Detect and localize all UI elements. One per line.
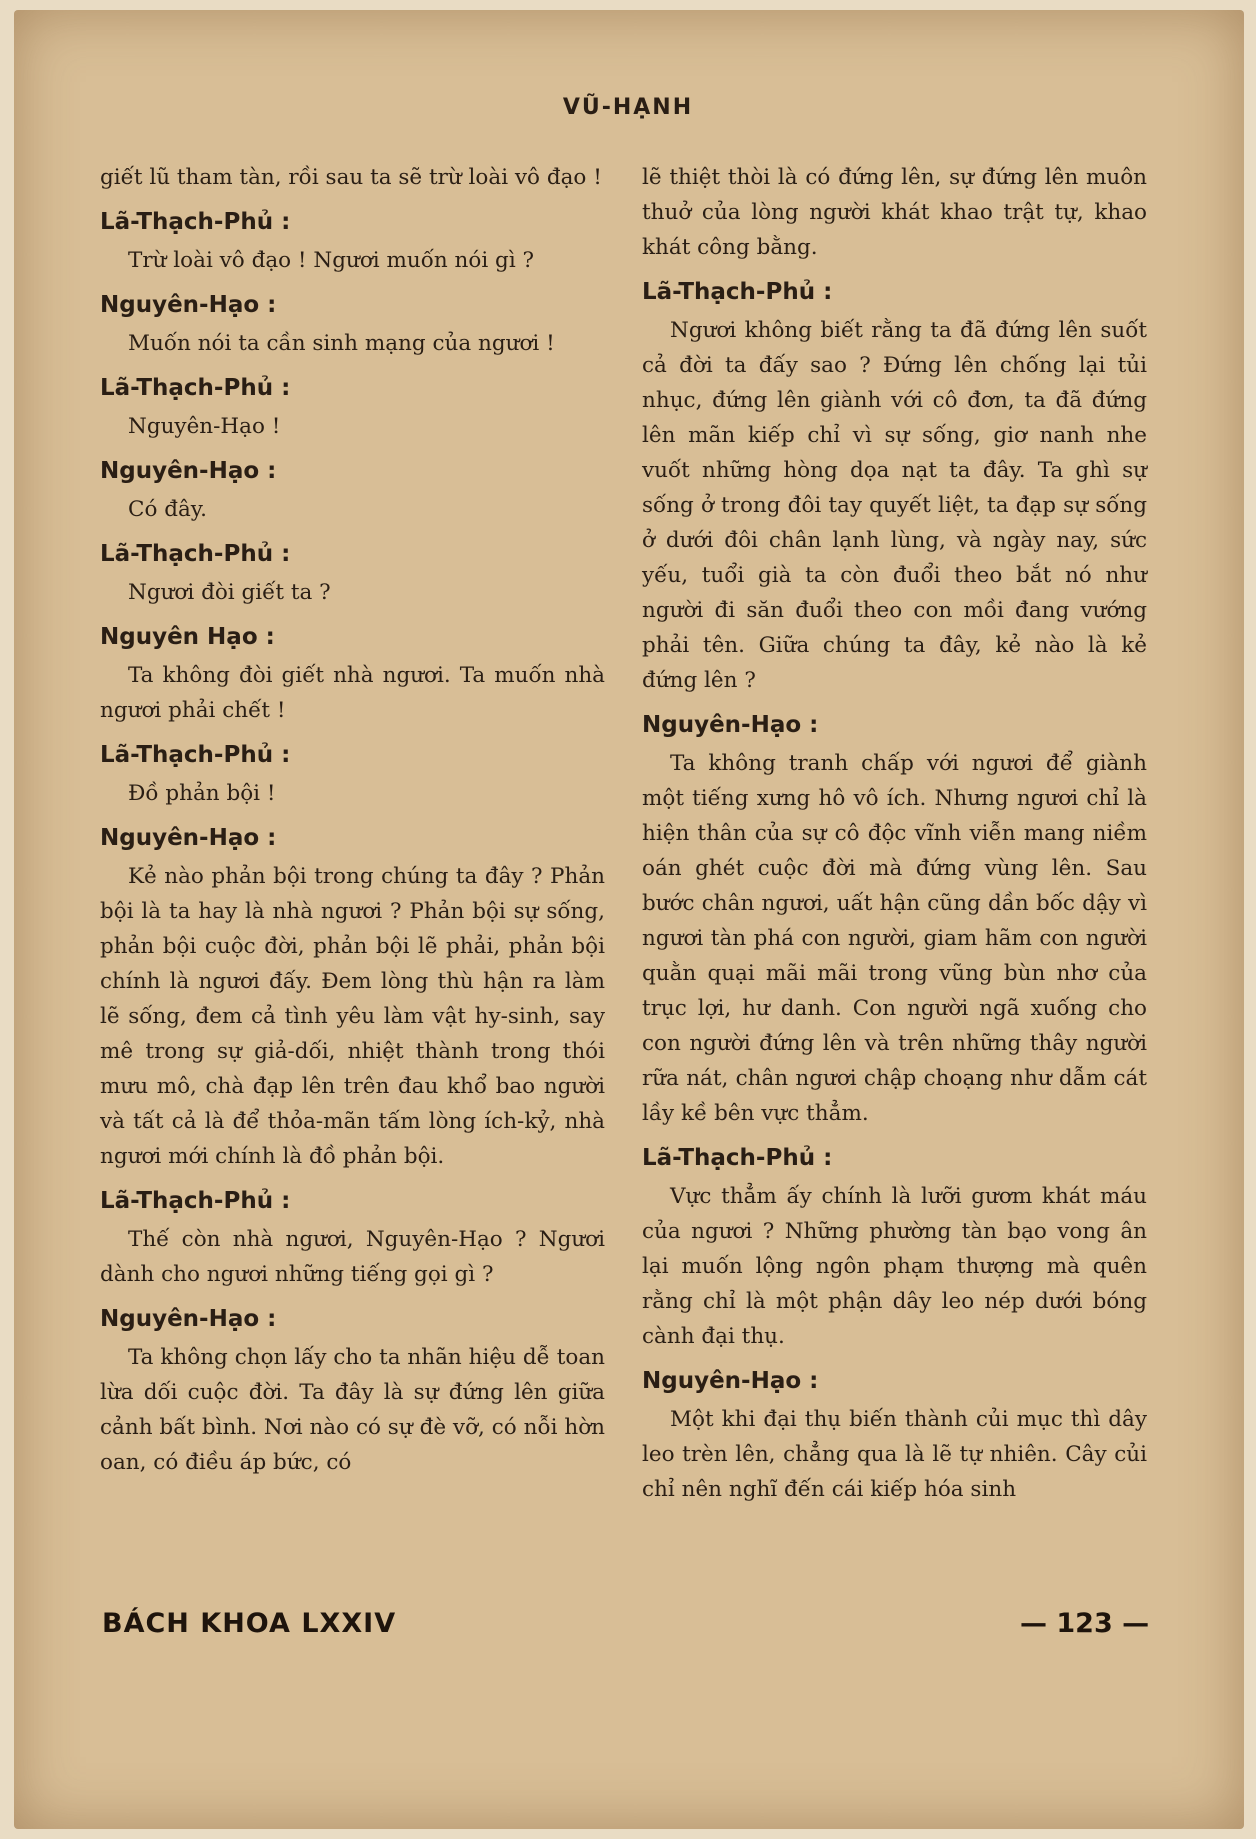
dialogue-text: Một khi đại thụ biến thành củi mục thì dây leo trèn lên, chẳng qua là lẽ tự nhiên. Cây củi chỉ nên nghĩ đến cái kiếp hóa sinh <box>642 1407 1147 1502</box>
dialogue-text: Muốn nói ta cần sinh mạng của ngươi ! <box>128 331 555 356</box>
speaker-name: Nguyên-Hạo : <box>100 458 277 484</box>
speaker-name: Lã-Thạch-Phủ : <box>100 1188 291 1214</box>
dialogue-text: Nguyên-Hạo ! <box>128 414 281 439</box>
speaker-name: Lã-Thạch-Phủ : <box>100 375 291 401</box>
dialogue-text: Vực thẳm ấy chính là lưỡi gươm khát máu của ngươi ? Những phường tàn bạo vong ân lại muốn lộng ngôn phạm thượng mà quên rằng chỉ là một phận dây leo nép dưới bóng cành đại thụ. <box>642 1184 1147 1349</box>
journal-title: BÁCH KHOA LXXIV <box>102 1608 397 1639</box>
speaker-name: Lã-Thạch-Phủ : <box>100 541 291 567</box>
speaker-name: Nguyên-Hạo : <box>642 712 819 738</box>
dialogue-text: Ngươi không biết rằng ta đã đứng lên suốt cả đời ta đấy sao ? Đứng lên chống lại tủi nhục, đứng lên giành với cô đơn, ta đã đứng lên mãn kiếp chỉ vì sự sống, giơ nanh nhe vuốt những hòng dọa nạt ta đây. Ta ghì sự sống ở trong đôi tay quyết liệt, ta đạp sự sống ở dưới đôi chân lạnh lùng, và ngày nay, sức yếu, tuổi già ta còn đuổi theo bắt nó như người đi săn đuổi theo con mồi đang vướng phải tên. Giữa chúng ta đây, kẻ nào là kẻ đứng lên ? <box>642 318 1147 693</box>
dialogue-text: Ngươi đòi giết ta ? <box>128 580 331 605</box>
speaker-name: Lã-Thạch-Phủ : <box>642 279 833 305</box>
dialogue-text: Kẻ nào phản bội trong chúng ta đây ? Phản bội là ta hay là nhà ngươi ? Phản bội sự sống, phản bội cuộc đời, phản bội lẽ phải, phản bội chính là ngươi đấy. Đem lòng thù hận ra làm lẽ sống, đem cả tình yêu làm vật hy-sinh, say mê trong sự giả-dối, nhiệt thành trong thói mưu mô, chà đạp lên trên đau khổ bao người và tất cả là để thỏa-mãn tấm lòng ích-kỷ, nhà ngươi mới chính là đồ phản bội. <box>100 864 605 1169</box>
dialogue-text: Đồ phản bội ! <box>128 781 276 806</box>
dialogue-text: Trừ loài vô đạo ! Ngươi muốn nói gì ? <box>128 248 535 273</box>
speaker-name: Nguyên Hạo : <box>100 624 275 650</box>
dialogue-text: Có đây. <box>128 497 207 522</box>
right-column <box>642 160 1147 1507</box>
left-column <box>100 160 605 1480</box>
dialogue-text: Ta không đòi giết nhà ngươi. Ta muốn nhà ngươi phải chết ! <box>100 663 605 723</box>
speaker-name: Lã-Thạch-Phủ : <box>100 209 291 235</box>
dialogue-text: Thế còn nhà ngươi, Nguyên-Hạo ? Ngươi dành cho ngươi những tiếng gọi gì ? <box>100 1227 605 1287</box>
running-header: VŨ-HẠNH <box>562 95 694 120</box>
page-number: — 123 — <box>1020 1608 1150 1639</box>
speaker-name: Lã-Thạch-Phủ : <box>100 742 291 768</box>
dialogue-text: Ta không tranh chấp với ngươi để giành một tiếng xưng hô vô ích. Nhưng ngươi chỉ là hiện thân của sự cô độc vĩnh viễn mang niềm oán ghét cuộc đời mà đứng vùng lên. Sau bước chân ngươi, uất hận cũng dần bốc dậy vì ngươi tàn phá con người, giam hãm con người quằn quại mãi mãi trong vũng bùn nhơ của trục lợi, hư danh. Con người ngã xuống cho con người đứng lên và trên những thây người rữa nát, chân ngươi chập choạng như dẫm cát lầy kề bên vực thẳm. <box>642 751 1147 1126</box>
dialogue-text: giết lũ tham tàn, rồi sau ta sẽ trừ loài vô đạo ! <box>100 165 602 190</box>
speaker-name: Nguyên-Hạo : <box>642 1368 819 1394</box>
dialogue-text: Ta không chọn lấy cho ta nhãn hiệu dễ toan lừa dối cuộc đời. Ta đây là sự đứng lên giữa cảnh bất bình. Nơi nào có sự đè vỡ, có nỗi hờn oan, có điều áp bức, có <box>100 1345 605 1475</box>
speaker-name: Lã-Thạch-Phủ : <box>642 1145 833 1171</box>
speaker-name: Nguyên-Hạo : <box>100 292 277 318</box>
speaker-name: Nguyên-Hạo : <box>100 825 277 851</box>
speaker-name: Nguyên-Hạo : <box>100 1306 277 1332</box>
dialogue-text: lẽ thiệt thòi là có đứng lên, sự đứng lên muôn thuở của lòng người khát khao trật tự, khao khát công bằng. <box>642 165 1147 260</box>
